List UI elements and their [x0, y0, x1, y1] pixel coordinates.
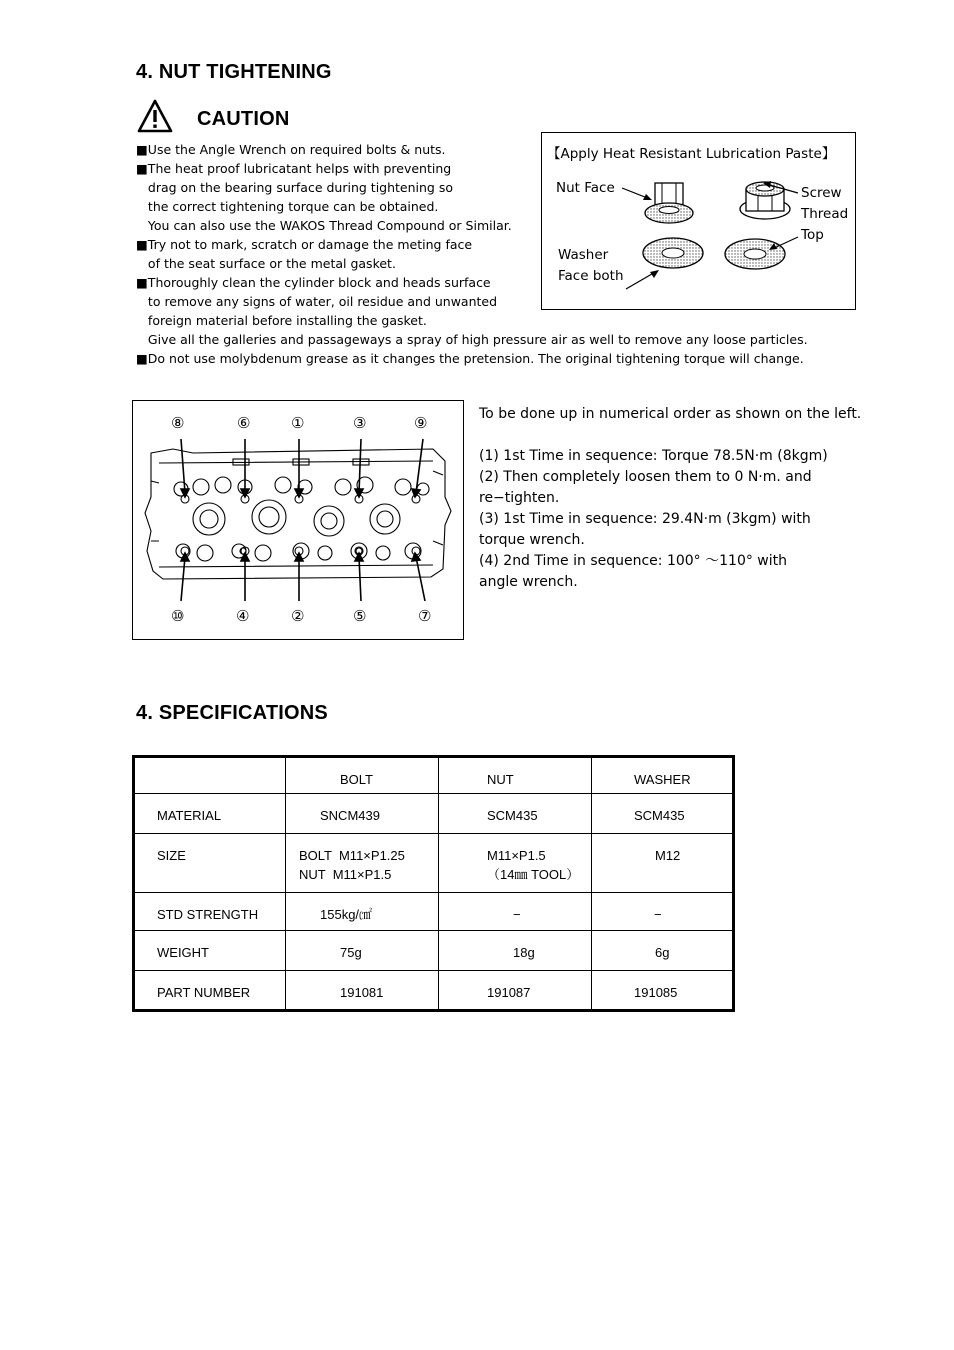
table-cell: SCM435 [439, 794, 592, 834]
procedure-step: (1) 1st Time in sequence: Torque 78.5N·m (8kgm) [479, 448, 828, 464]
caution-line: to remove any signs of water, oil residue and unwanted [136, 294, 498, 309]
procedure-steps [479, 446, 879, 593]
table-cell: BOLT M11×P1.25 NUT M11×P1.5 [286, 834, 439, 893]
procedure-step: (3) 1st Time in sequence: 29.4N·m (3kgm) with torque wrench. [479, 511, 811, 548]
sequence-number: ① [291, 414, 305, 432]
table-cell: SIZE [134, 834, 286, 893]
procedure-step: (2) Then completely loosen them to 0 N·m. and re−tighten. [479, 469, 812, 506]
table-row [134, 834, 734, 893]
table-cell: M12 [592, 834, 734, 893]
procedure-intro: To be done up in numerical order as shown on the left. [479, 406, 862, 422]
table-row [134, 971, 734, 1011]
sequence-number: ④ [236, 607, 250, 625]
table-cell: 75g [286, 931, 439, 971]
sequence-number: ⑧ [171, 414, 185, 432]
table-cell: 191087 [439, 971, 592, 1011]
table-cell: 191085 [592, 971, 734, 1011]
caution-line: ■Do not use molybdenum grease as it changes the pretension. The original tightening torque will change. [136, 351, 804, 366]
caution-line: ■The heat proof lubricatant helps with preventing [136, 161, 452, 176]
caution-line: You can also use the WAKOS Thread Compound or Similar. [136, 218, 512, 233]
table-cell: M11×P1.5 （14㎜ TOOL） [439, 834, 592, 893]
table-cell: STD STRENGTH [134, 893, 286, 931]
table-cell: PART NUMBER [134, 971, 286, 1011]
procedure-step: (4) 2nd Time in sequence: 100° ～110° with angle wrench. [479, 553, 787, 590]
table-cell: 6g [592, 931, 734, 971]
caution-line: foreign material before installing the gasket. [136, 313, 427, 328]
sequence-number: ⑦ [418, 607, 432, 625]
caution-heading: CAUTION [197, 108, 290, 130]
sequence-number: ⑥ [237, 414, 251, 432]
caution-line: ■Try not to mark, scratch or damage the meting face [136, 237, 473, 252]
table-cell: − [439, 893, 592, 931]
table-row [134, 893, 734, 931]
thread-label: Thread [801, 206, 849, 222]
caution-line: drag on the bearing surface during tightening so [136, 180, 453, 195]
table-cell: WEIGHT [134, 931, 286, 971]
caution-line: Give all the galleries and passageways a spray of high pressure air as well to remove any loose particles. [136, 332, 808, 347]
caution-line: the correct tightening torque can be obtained. [136, 199, 439, 214]
sequence-number: ③ [353, 414, 367, 432]
table-header-cell [134, 757, 286, 794]
lubrication-box [541, 132, 856, 310]
cylinder-head-drawing [133, 401, 463, 639]
caution-line: of the seat surface or the metal gasket. [136, 256, 396, 271]
table-header-cell: NUT [439, 757, 592, 794]
top-label: Top [801, 227, 824, 243]
sequence-number: ② [291, 607, 305, 625]
table-cell: − [592, 893, 734, 931]
face-both-label: Face both [558, 268, 624, 284]
table-cell: SCM435 [592, 794, 734, 834]
table-header-cell: WASHER [592, 757, 734, 794]
caution-line: ■Use the Angle Wrench on required bolts & nuts. [136, 142, 446, 157]
table-cell: 191081 [286, 971, 439, 1011]
screw-label: Screw [801, 185, 842, 201]
lubrication-box-title: 【Apply Heat Resistant Lubrication Paste】 [547, 146, 836, 162]
table-cell: MATERIAL [134, 794, 286, 834]
sequence-number: ⑤ [353, 607, 367, 625]
specifications-table [132, 755, 735, 1012]
washer-label: Washer [558, 247, 609, 263]
table-row [134, 794, 734, 834]
nut-washer-illustration [542, 133, 855, 309]
table-cell: 18g [439, 931, 592, 971]
warning-triangle-icon [137, 99, 173, 133]
table-header-cell: BOLT [286, 757, 439, 794]
table-row [134, 931, 734, 971]
sequence-number: ⑨ [414, 414, 428, 432]
table-cell: SNCM439 [286, 794, 439, 834]
caution-line: ■Thoroughly clean the cylinder block and heads surface [136, 275, 491, 290]
section-title-specifications: 4. SPECIFICATIONS [136, 702, 328, 724]
table-header-row [134, 757, 734, 794]
cylinder-head-diagram [132, 400, 464, 640]
nut-face-label: Nut Face [556, 180, 615, 196]
table-cell: 155kg/㎠ [286, 893, 439, 931]
section-title-nut-tightening: 4. NUT TIGHTENING [136, 61, 332, 83]
sequence-number: ⑩ [171, 607, 185, 625]
